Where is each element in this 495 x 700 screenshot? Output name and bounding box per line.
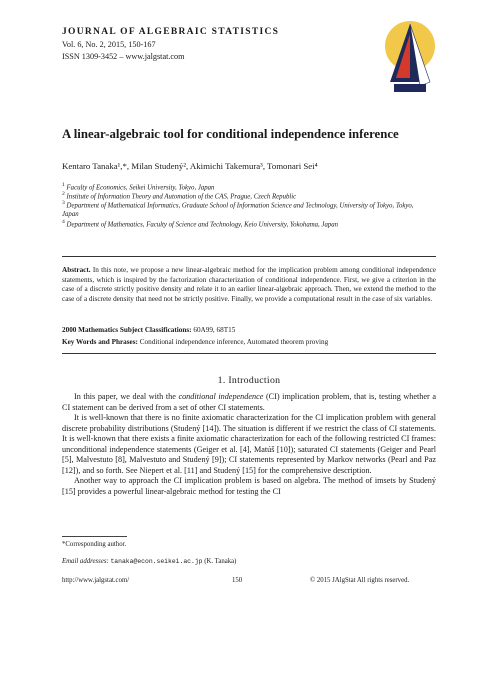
intro-paragraph-1	[62, 392, 436, 413]
affiliation-3	[62, 199, 422, 220]
divider-bottom	[62, 353, 436, 354]
affiliation-text: Faculty of Economics, Seikei University, Tokyo, Japan	[66, 184, 215, 192]
email-label: Email addresses:	[62, 558, 109, 565]
msc-label: 2000 Mathematics Subject Classifications:	[62, 326, 192, 334]
footer-url[interactable]: http://www.jalgstat.com/	[62, 577, 130, 584]
email-owner: (K. Tanaka)	[202, 558, 237, 565]
abstract	[62, 266, 436, 304]
affiliation-number: 1	[62, 182, 65, 188]
footnote-corresponding: *Corresponding author.	[62, 541, 127, 548]
paper-title: A linear-algebraic tool for conditional independence inference	[62, 127, 399, 141]
author-list: Kentaro Tanaka¹,*, Milan Studený², Akimichi Takemura³, Tomonari Sei⁴	[62, 161, 318, 171]
intro-p1-emphasis: conditional independence	[178, 392, 264, 401]
abstract-label: Abstract.	[62, 266, 91, 274]
affiliation-text: Department of Mathematical Informatics, Graduate School of Information Science and Technology, University of Tokyo, Tokyo, Japan	[62, 202, 414, 219]
affiliation-text: Institute of Information Theory and Automation of the CAS, Prague, Czech Republic	[66, 193, 297, 201]
introduction-body	[62, 392, 436, 497]
affiliation-text: Department of Mathematics, Faculty of Science and Technology, Keio University, Yokohama, Japan	[66, 221, 339, 229]
footnote-rule	[62, 536, 127, 537]
affiliation-4	[62, 218, 422, 229]
email-address[interactable]: tanaka@econ.seikei.ac.jp	[110, 558, 203, 565]
abstract-text: In this note, we propose a new linear-algebraic method for the implication problem among conditional independence statements, which is inspired by the factorization characterization of conditional independence. First, we give a criterion in the case of a discrete strictly positive density and relate it to an earlier linear-algebraic approach. Then, we extend the method to the case of a discrete density that need not be strictly positive. Finally, we provide a computational result in the case of six variables.	[62, 266, 436, 303]
footer-copyright: © 2015 JAlgStat All rights reserved.	[310, 577, 410, 584]
affiliation-number: 2	[62, 191, 65, 197]
msc-classification	[62, 326, 436, 334]
keywords-label: Key Words and Phrases:	[62, 338, 138, 346]
journal-issn: ISSN 1309-3452 – www.jalgstat.com	[62, 52, 185, 61]
intro-paragraph-2: It is well-known that there is no finite axiomatic characterization for the CI implication problem with general discrete probability distributions (Studený [14]). The situation is different if we restrict the class of CI statements. It is well-known that there exists a finite axiomatic characterization for each of the following restricted CI frames: unconditional independence statements (Geiger et al. [4], Matúš [10]); saturated CI statements (Geiger and Pearl [5], Malvestuto [8], Malvestuto and Studený [9]); CI statements represented by Markov networks (Pearl and Paz [12]), and so forth. See Niepert et al. [11] and Studený [15] for the comprehensive description.	[62, 413, 436, 475]
journal-name: JOURNAL OF ALGEBRAIC STATISTICS	[62, 27, 280, 37]
affiliation-number: 3	[62, 200, 65, 206]
msc-codes: 60A99, 68T15	[193, 326, 236, 334]
keywords	[62, 338, 436, 346]
keywords-text: Conditional independence inference, Automated theorem proving	[139, 338, 329, 346]
divider-top	[62, 256, 436, 257]
intro-p1-end: (CI) implication problem, that is, testing whether a CI statement can be derived from a set of other CI statements.	[62, 392, 436, 412]
intro-p1-start: In this paper, we deal with the	[74, 392, 179, 401]
intro-paragraph-3: Another way to approach the CI implication problem is based on algebra. The method of imsets by Studený [15] provides a powerful linear-algebraic method for testing the CI	[62, 476, 436, 496]
logo-base	[394, 84, 426, 92]
section-title: 1. Introduction	[217, 375, 281, 386]
journal-volume: Vol. 6, No. 2, 2015, 150-167	[62, 40, 156, 49]
page-number: 150	[232, 577, 243, 584]
footnote-email	[62, 558, 436, 565]
affiliation-number: 4	[62, 219, 65, 225]
journal-logo	[382, 20, 438, 96]
